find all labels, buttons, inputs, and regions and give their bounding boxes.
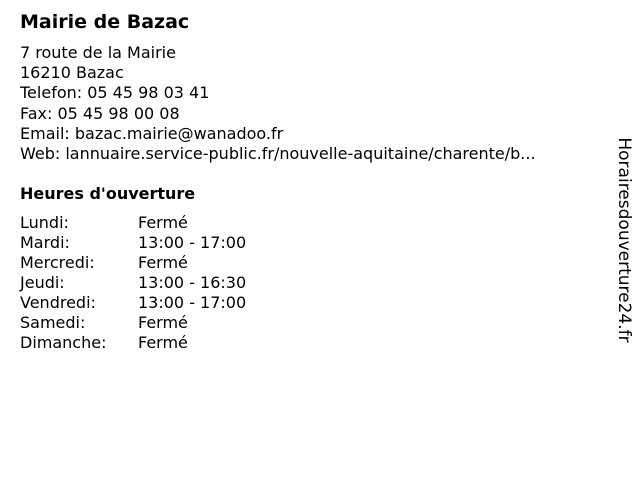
address-line-1: 7 route de la Mairie <box>20 43 176 62</box>
web-line[interactable]: Web: lannuaire.service-public.fr/nouvelle-aquitaine/charente/b... <box>20 143 536 163</box>
hours-row-saturday <box>20 313 246 333</box>
address-line-2: 16210 Bazac <box>20 63 124 83</box>
hours-row-monday <box>20 213 246 233</box>
fax-line: Fax: 05 45 98 00 08 <box>20 103 180 123</box>
hours-row-friday <box>20 293 246 313</box>
time-value: 13:00 - 16:30 <box>138 273 247 292</box>
hours-row-thursday <box>20 273 246 293</box>
day-label: Lundi: <box>20 213 69 232</box>
time-value: 13:00 - 17:00 <box>138 293 247 312</box>
day-label: Dimanche: <box>20 333 107 352</box>
hours-row-sunday <box>20 333 246 353</box>
hours-row-wednesday <box>20 253 246 273</box>
hours-row-tuesday <box>20 233 246 253</box>
day-label: Mercredi: <box>20 253 95 272</box>
contact-info <box>20 43 536 164</box>
day-label: Vendredi: <box>20 293 96 312</box>
page-title: Mairie de Bazac <box>20 11 190 33</box>
day-label: Jeudi: <box>20 273 65 292</box>
time-value: 13:00 - 17:00 <box>138 233 247 252</box>
time-value: Fermé <box>138 213 188 232</box>
opening-hours-table <box>20 213 246 353</box>
site-brand-vertical: Horairesdouverture24.fr <box>614 137 634 343</box>
day-label: Mardi: <box>20 233 70 252</box>
time-value: Fermé <box>138 253 188 272</box>
time-value: Fermé <box>138 313 188 332</box>
phone-line[interactable]: Telefon: 05 45 98 03 41 <box>20 83 210 103</box>
hours-heading: Heures d'ouverture <box>20 184 196 203</box>
day-label: Samedi: <box>20 313 86 332</box>
email-line[interactable]: Email: bazac.mairie@wanadoo.fr <box>20 123 284 143</box>
time-value: Fermé <box>138 333 188 352</box>
